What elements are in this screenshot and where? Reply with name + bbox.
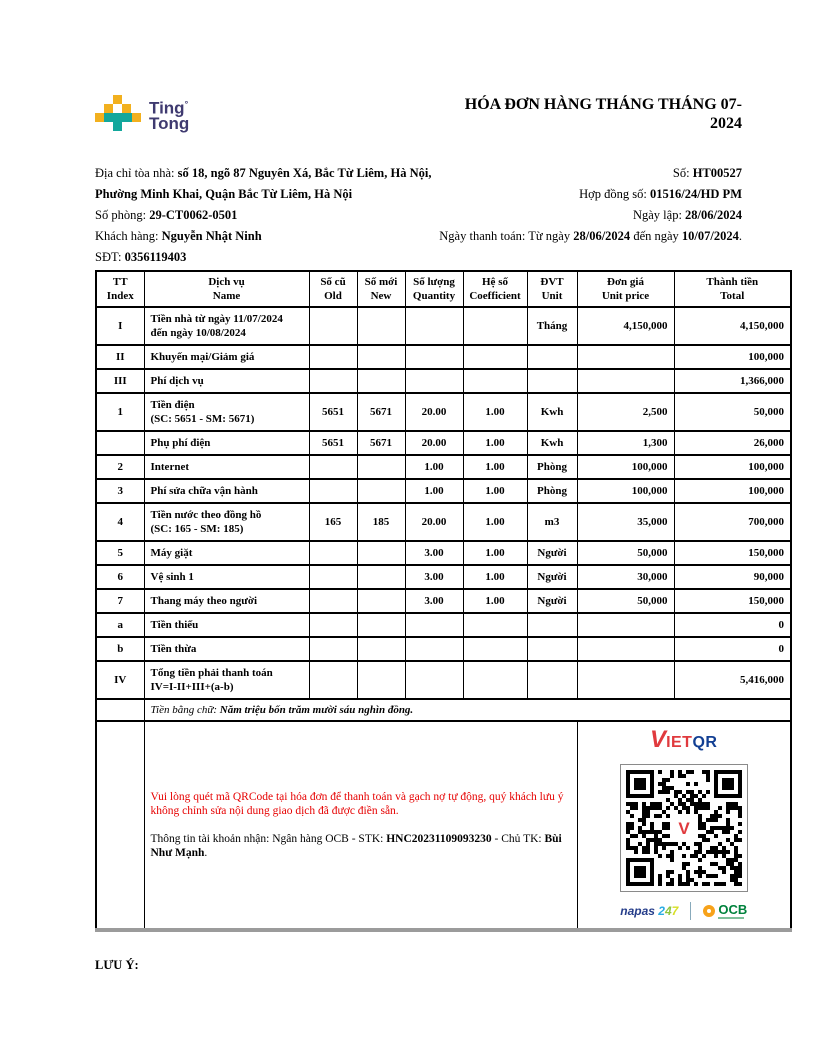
cell-qty	[405, 345, 463, 369]
cell-unit: Kwh	[527, 431, 577, 455]
footer-note-label: LƯU Ý:	[95, 958, 139, 972]
napas-247-logo: napas 247	[620, 904, 679, 918]
cell-total: 700,000	[674, 503, 791, 541]
column-header: Số cũ Old	[309, 271, 357, 307]
payment-row	[96, 721, 791, 930]
ocb-subtext	[718, 917, 744, 919]
cell-price: 35,000	[577, 503, 674, 541]
cell-coef	[463, 307, 527, 345]
building-address-line1: Địa chỉ tòa nhà: số 18, ngõ 87 Nguyên Xá, Bắc Từ Liêm, Hà Nội,	[95, 166, 432, 180]
cell-qty	[405, 307, 463, 345]
cell-tt: 4	[96, 503, 144, 541]
cell-total: 150,000	[674, 589, 791, 613]
table-row	[96, 455, 791, 479]
cell-tt: 2	[96, 455, 144, 479]
cell-unit	[527, 613, 577, 637]
cell-coef: 1.00	[463, 589, 527, 613]
cell-new	[357, 369, 405, 393]
cell-tt: III	[96, 369, 144, 393]
cell-total: 26,000	[674, 431, 791, 455]
brand-divider	[690, 902, 691, 920]
cell-new: 5671	[357, 431, 405, 455]
cell-coef: 1.00	[463, 455, 527, 479]
cell-name: Tổng tiền phải thanh toán IV=I-II+III+(a-b)	[144, 661, 309, 699]
cell-name: Tiền nước theo đồng hồ (SC: 165 - SM: 185)	[144, 503, 309, 541]
cell-new	[357, 565, 405, 589]
table-row	[96, 613, 791, 637]
cell-coef: 1.00	[463, 479, 527, 503]
cell-tt: 1	[96, 393, 144, 431]
cell-unit: m3	[527, 503, 577, 541]
cell-unit: Người	[527, 565, 577, 589]
cell-unit: Người	[527, 589, 577, 613]
cell-price: 50,000	[577, 589, 674, 613]
cell-total: 5,416,000	[674, 661, 791, 699]
cell-coef: 1.00	[463, 431, 527, 455]
ocb-ring-icon	[703, 905, 715, 917]
cell-tt: 5	[96, 541, 144, 565]
cell-tt: I	[96, 307, 144, 345]
cell-old	[309, 661, 357, 699]
cell-old	[309, 369, 357, 393]
cell-tt: 3	[96, 479, 144, 503]
cell-old	[309, 613, 357, 637]
column-header: Thành tiền Total	[674, 271, 791, 307]
cell-unit: Tháng	[527, 307, 577, 345]
tingtong-logo	[95, 95, 189, 132]
cell-qty	[405, 637, 463, 661]
cell-total: 100,000	[674, 455, 791, 479]
payment-period: Ngày thanh toán: Từ ngày 28/06/2024 đến ngày 10/07/2024.	[439, 229, 742, 243]
cell-tt: IV	[96, 661, 144, 699]
cell-coef	[463, 637, 527, 661]
table-row	[96, 589, 791, 613]
cell-old	[309, 455, 357, 479]
column-header: TT Index	[96, 271, 144, 307]
cell-new	[357, 637, 405, 661]
room-number: Số phòng: 29-CT0062-0501	[95, 208, 238, 222]
vietqr-logo: VIETQR	[650, 726, 718, 753]
invoice-meta	[95, 163, 790, 268]
cell-qty	[405, 613, 463, 637]
cell-qty	[405, 369, 463, 393]
table-row	[96, 393, 791, 431]
customer-name: Khách hàng: Nguyễn Nhật Ninh	[95, 229, 262, 243]
cell-coef: 1.00	[463, 503, 527, 541]
qr-code	[620, 764, 748, 892]
cell-name: Thang máy theo người	[144, 589, 309, 613]
table-row	[96, 479, 791, 503]
cell-name: Tiền thừa	[144, 637, 309, 661]
customer-phone: SĐT: 0356119403	[95, 250, 187, 264]
cell-total: 100,000	[674, 345, 791, 369]
cell-qty	[405, 661, 463, 699]
amount-in-words: Tiền bằng chữ: Năm triệu bốn trăm mười sáu nghìn đồng.	[144, 699, 791, 721]
cell-old	[309, 565, 357, 589]
cell-name: Tiền nhà từ ngày 11/07/2024 đến ngày 10/08/2024	[144, 307, 309, 345]
cell-total: 50,000	[674, 393, 791, 431]
cell-coef	[463, 369, 527, 393]
cell-price: 1,300	[577, 431, 674, 455]
qr-payment-note: Vui lòng quét mã QRCode tại hóa đơn để thanh toán và gạch nợ tự động, quý khách lưu ý không chỉnh sửa nội dung giao dịch đã được điền sẵn.	[150, 791, 564, 817]
cell-unit: Kwh	[527, 393, 577, 431]
cell-unit	[527, 345, 577, 369]
qr-code-svg	[626, 770, 742, 886]
cell-price: 50,000	[577, 541, 674, 565]
cell-total: 0	[674, 613, 791, 637]
cell-new: 185	[357, 503, 405, 541]
cell-new	[357, 479, 405, 503]
cell-name: Phụ phí điện	[144, 431, 309, 455]
cell-price: 4,150,000	[577, 307, 674, 345]
invoice-number: Số: HT00527	[672, 166, 742, 180]
cell-new: 5671	[357, 393, 405, 431]
cell-unit: Phòng	[527, 455, 577, 479]
cell-total: 100,000	[674, 479, 791, 503]
cell-price	[577, 637, 674, 661]
cell-new	[357, 455, 405, 479]
column-header: Đơn giá Unit price	[577, 271, 674, 307]
cell-price: 100,000	[577, 479, 674, 503]
cell-old: 5651	[309, 431, 357, 455]
cell-coef: 1.00	[463, 393, 527, 431]
cell-new	[357, 541, 405, 565]
cell-new	[357, 307, 405, 345]
cell-tt: a	[96, 613, 144, 637]
cell-total: 1,366,000	[674, 369, 791, 393]
cell-coef: 1.00	[463, 565, 527, 589]
cell-name: Phí dịch vụ	[144, 369, 309, 393]
cell-new	[357, 661, 405, 699]
table-header	[96, 271, 791, 307]
bank-account-info: Thông tin tài khoản nhận: Ngân hàng OCB - STK: HNC20231109093230 - Chủ TK: Bùi Như Mạnh.	[150, 833, 562, 859]
table-row	[96, 431, 791, 455]
cell-new	[357, 345, 405, 369]
empty-cell	[96, 699, 144, 721]
column-header: Dịch vụ Name	[144, 271, 309, 307]
cell-old: 165	[309, 503, 357, 541]
cell-qty: 3.00	[405, 565, 463, 589]
cell-name: Internet	[144, 455, 309, 479]
cell-unit	[527, 637, 577, 661]
column-header: Số mới New	[357, 271, 405, 307]
column-header: Số lượng Quantity	[405, 271, 463, 307]
cell-old	[309, 541, 357, 565]
table-row	[96, 307, 791, 345]
contract-number: Hợp đồng số: 01516/24/HD PM	[579, 187, 742, 201]
cell-new	[357, 613, 405, 637]
cell-tt: 7	[96, 589, 144, 613]
cell-total: 0	[674, 637, 791, 661]
meta-right	[437, 163, 790, 268]
cell-name: Máy giặt	[144, 541, 309, 565]
cell-tt: b	[96, 637, 144, 661]
column-header: ĐVT Unit	[527, 271, 577, 307]
cell-price	[577, 345, 674, 369]
header	[95, 95, 790, 153]
cell-old	[309, 589, 357, 613]
cell-name: Tiền điện (SC: 5651 - SM: 5671)	[144, 393, 309, 431]
ocb-logo: OCB	[703, 904, 747, 919]
table-row	[96, 345, 791, 369]
table-row	[96, 541, 791, 565]
cell-qty: 20.00	[405, 503, 463, 541]
cell-coef	[463, 661, 527, 699]
table-row	[96, 503, 791, 541]
cell-name: Khuyến mại/Giảm giá	[144, 345, 309, 369]
cell-price: 2,500	[577, 393, 674, 431]
invoice-table-body	[96, 307, 791, 699]
cell-unit	[527, 369, 577, 393]
meta-left	[95, 163, 437, 268]
cell-qty: 1.00	[405, 455, 463, 479]
table-row	[96, 637, 791, 661]
svg-text:V: V	[678, 819, 690, 838]
invoice-title: HÓA ĐƠN HÀNG THÁNG THÁNG 07-2024	[464, 96, 742, 132]
amount-in-words-row	[96, 699, 791, 721]
cell-tt: 6	[96, 565, 144, 589]
table-row	[96, 661, 791, 699]
qr-area	[577, 721, 791, 930]
cell-old	[309, 307, 357, 345]
cell-qty: 20.00	[405, 393, 463, 431]
cell-coef: 1.00	[463, 541, 527, 565]
cell-price	[577, 369, 674, 393]
issue-date: Ngày lập: 28/06/2024	[632, 208, 742, 222]
cell-tt	[96, 431, 144, 455]
cell-qty: 3.00	[405, 589, 463, 613]
cell-name: Tiền thiếu	[144, 613, 309, 637]
cell-new	[357, 589, 405, 613]
cell-qty: 3.00	[405, 541, 463, 565]
cell-name: Phí sửa chữa vận hành	[144, 479, 309, 503]
cell-price	[577, 661, 674, 699]
cell-old	[309, 345, 357, 369]
empty-cell	[96, 721, 144, 930]
cell-old	[309, 479, 357, 503]
cell-price	[577, 613, 674, 637]
cell-name: Vệ sinh 1	[144, 565, 309, 589]
cell-total: 4,150,000	[674, 307, 791, 345]
tingtong-logo-text: Ting° Tong	[149, 98, 190, 133]
cell-coef	[463, 345, 527, 369]
cell-price: 30,000	[577, 565, 674, 589]
cell-qty: 1.00	[405, 479, 463, 503]
payment-instructions	[144, 721, 577, 930]
table-row	[96, 565, 791, 589]
cell-old: 5651	[309, 393, 357, 431]
cell-unit: Người	[527, 541, 577, 565]
cell-total: 90,000	[674, 565, 791, 589]
cell-qty: 20.00	[405, 431, 463, 455]
table-row	[96, 369, 791, 393]
cell-tt: II	[96, 345, 144, 369]
cell-old	[309, 637, 357, 661]
payment-brands	[620, 901, 747, 921]
cell-coef	[463, 613, 527, 637]
cell-total: 150,000	[674, 541, 791, 565]
cell-price: 100,000	[577, 455, 674, 479]
building-address-line2: Phường Minh Khai, Quận Bắc Từ Liêm, Hà Nội	[95, 187, 353, 201]
tingtong-logo-icon	[95, 95, 141, 132]
invoice-table	[95, 270, 792, 932]
column-header: Hệ số Coefficient	[463, 271, 527, 307]
cell-unit: Phòng	[527, 479, 577, 503]
cell-unit	[527, 661, 577, 699]
